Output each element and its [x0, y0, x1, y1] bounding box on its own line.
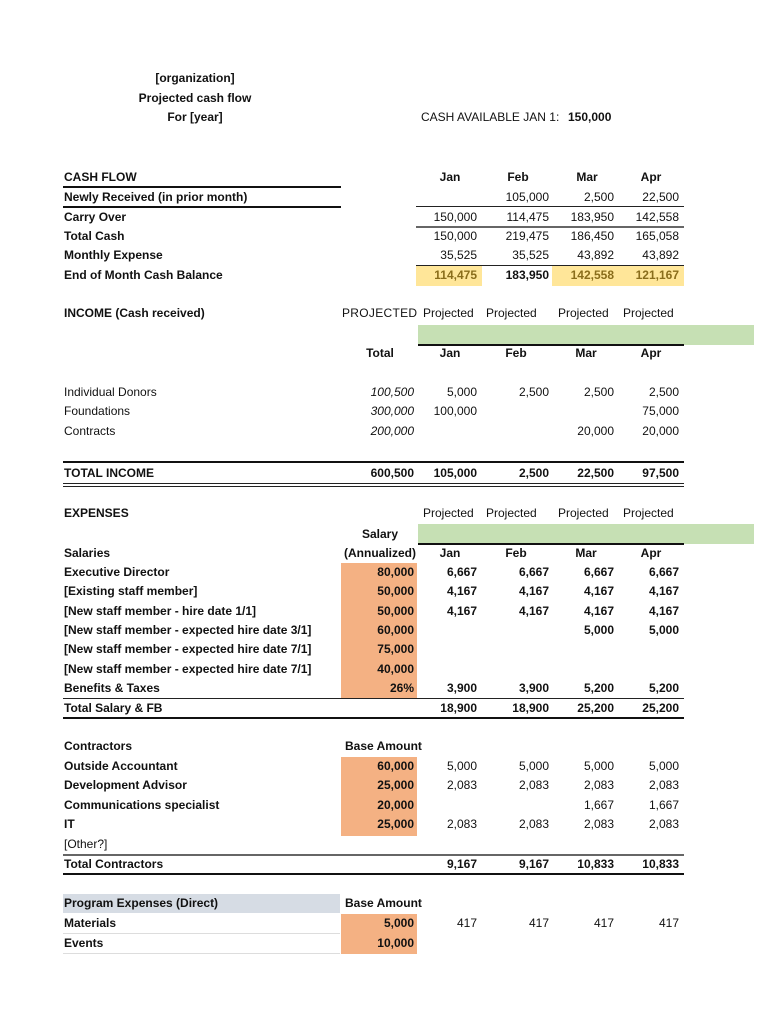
cell-contractor-base[interactable]: 60,000: [377, 759, 414, 773]
cell-materials-apr[interactable]: 417: [658, 916, 679, 930]
cell-benefits-rate[interactable]: 26%: [389, 681, 414, 695]
row-label-salary: [New staff member - expected hire date 7/1]: [64, 642, 312, 656]
cell-salary-feb[interactable]: 4,167: [518, 584, 549, 598]
cell-newly-received-mar[interactable]: 2,500: [583, 190, 614, 204]
row-label-individual-donors: Individual Donors: [64, 385, 157, 399]
month-header-jan: Jan: [439, 170, 461, 184]
row-label-newly-received: Newly Received (in prior month): [64, 190, 248, 204]
cell-events-base[interactable]: 10,000: [377, 936, 414, 950]
cell-contractor-feb[interactable]: 2,083: [518, 817, 549, 831]
cell-total-income-feb[interactable]: 2,500: [518, 466, 549, 480]
cell-newly-received-apr[interactable]: 22,500: [642, 190, 679, 204]
projected-header-feb: Projected: [486, 506, 537, 520]
row-label-contractor: Development Advisor: [64, 778, 187, 792]
cell-total-contractors-mar[interactable]: 10,833: [577, 857, 614, 871]
cell-total-income-apr[interactable]: 97,500: [642, 466, 679, 480]
row-label-foundations: Foundations: [64, 404, 131, 418]
cell-foundations-total[interactable]: 300,000: [370, 404, 414, 418]
divider: [63, 717, 684, 719]
total-header: Total: [366, 346, 394, 360]
cell-salary-feb[interactable]: 6,667: [518, 565, 549, 579]
month-header-mar: Mar: [575, 546, 597, 560]
row-label-contractor: Outside Accountant: [64, 759, 178, 773]
row-label-total-cash: Total Cash: [64, 229, 125, 243]
cell-carry-over-apr[interactable]: 142,558: [635, 210, 679, 224]
cell-total-cash-feb[interactable]: 219,475: [505, 229, 549, 243]
cell-contractor-base[interactable]: 25,000: [377, 778, 414, 792]
month-header-feb: Feb: [505, 346, 527, 360]
divider: [63, 483, 684, 484]
report-title: Projected cash flow: [138, 91, 252, 105]
cell-salary-base[interactable]: 50,000: [377, 604, 414, 618]
cell-total-salary-mar[interactable]: 25,200: [577, 701, 614, 715]
cell-individual-donors-total[interactable]: 100,500: [370, 385, 414, 399]
cell-end-balance-jan[interactable]: 114,475: [434, 268, 477, 282]
cell-benefits-apr[interactable]: 5,200: [648, 681, 679, 695]
cell-contracts-apr[interactable]: 20,000: [642, 424, 679, 438]
cell-contractor-base[interactable]: 20,000: [377, 798, 414, 812]
projected-total-header: PROJECTED: [342, 306, 418, 320]
cell-total-salary-feb[interactable]: 18,900: [512, 701, 549, 715]
cash-flow-title: CASH FLOW: [64, 170, 137, 184]
cell-salary-base[interactable]: 60,000: [377, 623, 414, 637]
cell-contractor-apr[interactable]: 2,083: [648, 778, 679, 792]
cell-total-cash-apr[interactable]: 165,058: [635, 229, 679, 243]
cell-monthly-expense-apr[interactable]: 43,892: [642, 248, 679, 262]
salary-header-line2: (Annualized): [344, 546, 416, 560]
projected-header-mar: Projected: [558, 306, 609, 320]
report-period: For [year]: [167, 110, 223, 124]
cell-salary-jan[interactable]: 6,667: [446, 565, 477, 579]
expenses-title: EXPENSES: [64, 506, 129, 520]
row-label-total-income: TOTAL INCOME: [64, 466, 154, 480]
cell-salary-mar[interactable]: 4,167: [583, 584, 614, 598]
cell-carry-over-jan[interactable]: 150,000: [433, 210, 477, 224]
cell-contracts-total[interactable]: 200,000: [370, 424, 414, 438]
month-header-mar: Mar: [576, 170, 598, 184]
income-title: INCOME (Cash received): [64, 306, 205, 320]
cell-total-income-mar[interactable]: 22,500: [577, 466, 614, 480]
header-band: [418, 325, 754, 345]
row-label-salary: Executive Director: [64, 565, 170, 579]
cell-benefits-jan[interactable]: 3,900: [446, 681, 477, 695]
cell-monthly-expense-jan[interactable]: 35,525: [440, 248, 477, 262]
cell-salary-apr[interactable]: 4,167: [648, 604, 679, 618]
month-header-feb: Feb: [505, 546, 527, 560]
cell-salary-base[interactable]: 80,000: [377, 565, 414, 579]
month-header-jan: Jan: [439, 346, 461, 360]
divider: [63, 933, 340, 934]
salaries-title: Salaries: [64, 546, 111, 560]
cell-end-balance-feb[interactable]: 183,950: [505, 268, 549, 282]
cell-salary-base[interactable]: 75,000: [377, 642, 414, 656]
cell-contractor-mar[interactable]: 2,083: [583, 778, 614, 792]
cell-salary-base[interactable]: 40,000: [377, 662, 414, 676]
cell-total-income-total[interactable]: 600,500: [370, 466, 414, 480]
row-label-events: Events: [64, 936, 104, 950]
cell-benefits-mar[interactable]: 5,200: [583, 681, 614, 695]
month-header-jan: Jan: [439, 546, 461, 560]
projected-header-apr: Projected: [623, 306, 674, 320]
divider: [63, 461, 684, 463]
row-label-contractor-other: [Other?]: [64, 837, 108, 851]
divider: [63, 486, 684, 487]
cell-total-contractors-feb[interactable]: 9,167: [518, 857, 549, 871]
cell-individual-donors-jan[interactable]: 5,000: [446, 385, 477, 399]
cell-carry-over-mar[interactable]: 183,950: [570, 210, 614, 224]
cell-monthly-expense-feb[interactable]: 35,525: [512, 248, 549, 262]
cell-monthly-expense-mar[interactable]: 43,892: [577, 248, 614, 262]
cell-contractor-mar[interactable]: 1,667: [583, 798, 614, 812]
row-label-contractor: IT: [64, 817, 75, 831]
cell-salary-jan[interactable]: 4,167: [446, 604, 477, 618]
cell-total-cash-mar[interactable]: 186,450: [570, 229, 614, 243]
program-base-header: Base Amount: [345, 896, 422, 910]
cell-carry-over-feb[interactable]: 114,475: [506, 210, 549, 224]
cell-salary-mar[interactable]: 4,167: [583, 604, 614, 618]
cash-available-label: CASH AVAILABLE JAN 1:: [421, 110, 560, 124]
cell-total-contractors-apr[interactable]: 10,833: [642, 857, 679, 871]
cash-available-value[interactable]: 150,000: [568, 110, 612, 124]
cell-contractor-feb[interactable]: 5,000: [518, 759, 549, 773]
cell-total-income-jan[interactable]: 105,000: [433, 466, 477, 480]
cell-individual-donors-feb[interactable]: 2,500: [518, 385, 549, 399]
month-header-apr: Apr: [640, 346, 662, 360]
cell-end-balance-mar[interactable]: 142,558: [570, 268, 614, 282]
divider: [63, 953, 340, 954]
cell-benefits-feb[interactable]: 3,900: [518, 681, 549, 695]
row-label-salary: [New staff member - expected hire date 3/1]: [64, 623, 312, 637]
cell-individual-donors-apr[interactable]: 2,500: [648, 385, 679, 399]
row-label-salary: [New staff member - hire date 1/1]: [64, 604, 257, 618]
header-band: [418, 524, 754, 544]
projected-header-mar: Projected: [558, 506, 609, 520]
cell-salary-jan[interactable]: 4,167: [446, 584, 477, 598]
projected-header-jan: Projected: [423, 306, 474, 320]
row-label-salary: [New staff member - expected hire date 7/1]: [64, 662, 312, 676]
cell-materials-mar[interactable]: 417: [593, 916, 614, 930]
cell-salary-mar[interactable]: 5,000: [583, 623, 614, 637]
cell-newly-received-feb[interactable]: 105,000: [505, 190, 549, 204]
cell-contractor-mar[interactable]: 5,000: [583, 759, 614, 773]
contractors-base-header: Base Amount: [345, 739, 422, 753]
month-header-mar: Mar: [575, 346, 597, 360]
program-expenses-title: Program Expenses (Direct): [64, 896, 219, 910]
row-label-contracts: Contracts: [64, 424, 116, 438]
cell-contracts-mar[interactable]: 20,000: [577, 424, 614, 438]
divider: [63, 873, 684, 875]
row-label-monthly-expense: Monthly Expense: [64, 248, 163, 262]
cell-end-balance-apr[interactable]: 121,167: [635, 268, 679, 282]
month-header-feb: Feb: [507, 170, 529, 184]
month-header-apr: Apr: [640, 170, 662, 184]
row-label-contractor: Communications specialist: [64, 798, 220, 812]
cell-contractor-apr[interactable]: 5,000: [648, 759, 679, 773]
cell-salary-apr[interactable]: 5,000: [648, 623, 679, 637]
contractors-title: Contractors: [64, 739, 133, 753]
projected-header-feb: Projected: [486, 306, 537, 320]
row-label-carry-over: Carry Over: [64, 210, 127, 224]
cell-materials-base[interactable]: 5,000: [383, 916, 414, 930]
cell-contractor-jan[interactable]: 5,000: [446, 759, 477, 773]
row-label-total-salary: Total Salary & FB: [64, 701, 163, 715]
divider: [416, 206, 684, 207]
cell-total-salary-apr[interactable]: 25,200: [642, 701, 679, 715]
cell-contractor-jan[interactable]: 2,083: [446, 817, 477, 831]
cell-total-salary-jan[interactable]: 18,900: [440, 701, 477, 715]
projected-header-apr: Projected: [623, 506, 674, 520]
cell-salary-feb[interactable]: 4,167: [518, 604, 549, 618]
cell-total-contractors-jan[interactable]: 9,167: [446, 857, 477, 871]
cell-contractor-mar[interactable]: 2,083: [583, 817, 614, 831]
cell-salary-mar[interactable]: 6,667: [583, 565, 614, 579]
row-label-salary: [Existing staff member]: [64, 584, 198, 598]
cell-foundations-jan[interactable]: 100,000: [433, 404, 477, 418]
row-label-benefits-taxes: Benefits & Taxes: [64, 681, 160, 695]
cell-contractor-apr[interactable]: 1,667: [648, 798, 679, 812]
cell-contractor-feb[interactable]: 2,083: [518, 778, 549, 792]
cell-contractor-jan[interactable]: 2,083: [446, 778, 477, 792]
cell-foundations-apr[interactable]: 75,000: [642, 404, 679, 418]
month-header-apr: Apr: [640, 546, 662, 560]
cell-contractor-base[interactable]: 25,000: [377, 817, 414, 831]
cell-salary-apr[interactable]: 4,167: [648, 584, 679, 598]
cell-salary-base[interactable]: 50,000: [377, 584, 414, 598]
cell-materials-jan[interactable]: 417: [456, 916, 477, 930]
cell-total-cash-jan[interactable]: 150,000: [433, 229, 477, 243]
row-label-materials: Materials: [64, 916, 117, 930]
salary-header-line1: Salary: [361, 527, 399, 541]
cell-contractor-apr[interactable]: 2,083: [648, 817, 679, 831]
row-label-total-contractors: Total Contractors: [64, 857, 164, 871]
cell-materials-feb[interactable]: 417: [528, 916, 549, 930]
organization-name: [organization]: [155, 71, 235, 85]
row-label-end-of-month-balance: End of Month Cash Balance: [64, 268, 223, 282]
cell-individual-donors-mar[interactable]: 2,500: [583, 385, 614, 399]
projected-header-jan: Projected: [423, 506, 474, 520]
cell-salary-apr[interactable]: 6,667: [648, 565, 679, 579]
